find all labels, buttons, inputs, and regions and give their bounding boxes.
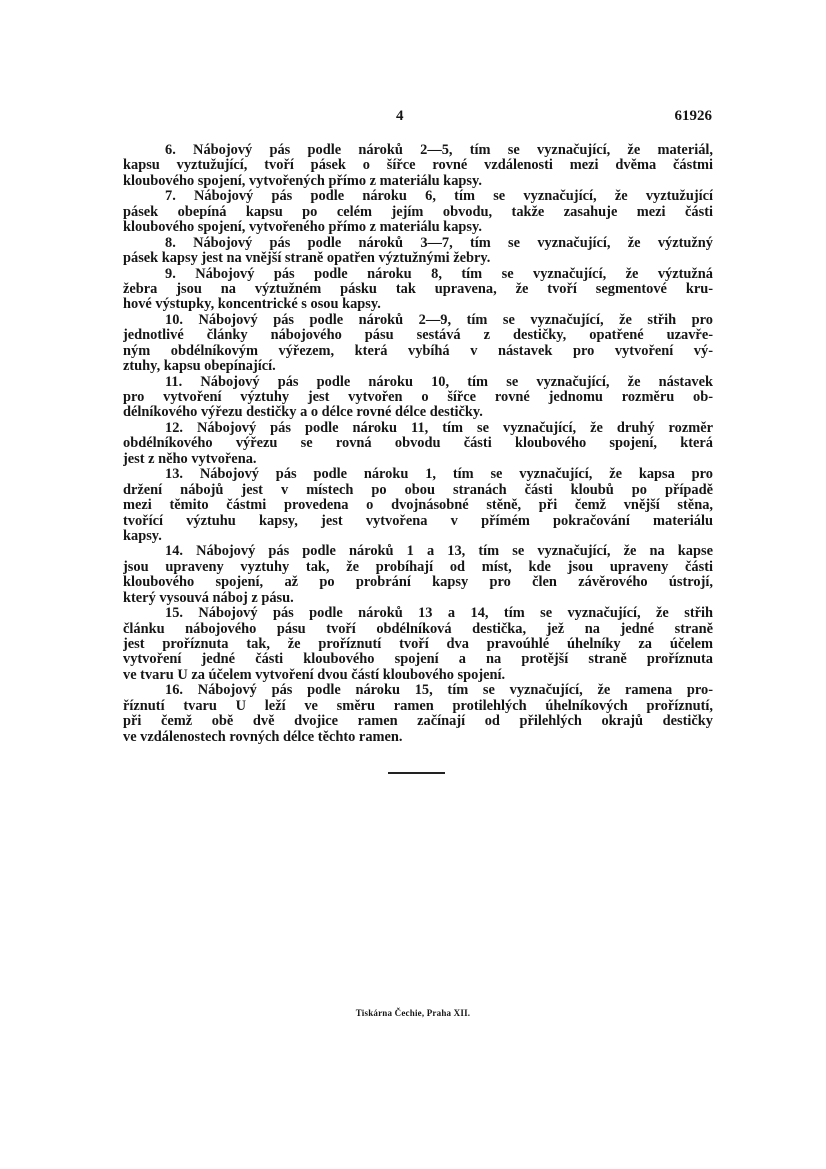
- claim-line: kapsu vyztužující, tvoří pásek o šířce rovné vzdálenosti mezi dvěma částmi: [123, 158, 713, 174]
- claim-paragraph: [123, 189, 713, 235]
- claim-line: 15. Nábojový pás podle nároků 13 a 14, tím se vyznačující, že střih: [165, 606, 713, 622]
- claim-line: pásek kapsy jest na vnější straně opatřen výztužnými žebry.: [123, 251, 491, 267]
- claim-paragraph: [123, 421, 713, 467]
- claim-line: při čemž obě dvě dvojice ramen začínají od přilehlých okrajů destičky: [123, 714, 713, 730]
- page-number: 4: [396, 108, 404, 124]
- claim-line: 6. Nábojový pás podle nároků 2—5, tím se vyznačující, že materiál,: [165, 143, 713, 158]
- claim-paragraph: [123, 267, 713, 313]
- claim-line: 16. Nábojový pás podle nároku 15, tím se vyznačující, že ramena pro-: [165, 683, 713, 699]
- document-number: 61926: [674, 108, 712, 124]
- claim-paragraph: [123, 467, 713, 544]
- claim-line: ve tvaru U za účelem vytvoření dvou částí kloubového spojení.: [123, 667, 506, 683]
- claim-line: ztuhy, kapsu obepínající.: [123, 359, 276, 375]
- claim-line: 14. Nábojový pás podle nároků 1 a 13, tím se vyznačující, že na kapse: [165, 544, 713, 560]
- claim-line: žebra jsou na výztužném pásku tak upravena, že tvoří segmentové kru-: [123, 281, 713, 297]
- claim-line: článku nábojového pásu tvoří obdélníková destička, jež na jedné straně: [123, 621, 713, 637]
- claim-line: 13. Nábojový pás podle nároku 1, tím se vyznačující, že kapsa pro: [165, 467, 713, 483]
- claim-line: 12. Nábojový pás podle nároku 11, tím se vyznačující, že druhý rozměr: [165, 420, 713, 436]
- claim-line: říznutí tvaru U leží ve směru ramen protilehlých úhelníkových proříznutí,: [123, 698, 713, 714]
- claim-paragraph: [123, 375, 713, 421]
- claim-line: ným obdélníkovým výřezem, která vybíhá v nástavek pro vytvoření vý-: [123, 343, 713, 359]
- claim-paragraph: [123, 313, 713, 375]
- claim-paragraph: [123, 236, 713, 267]
- claim-line: jest z něho vytvořena.: [123, 451, 257, 467]
- claim-line: 11. Nábojový pás podle nároku 10, tím se vyznačující, že nástavek: [165, 374, 713, 390]
- claim-line: kloubového spojení, vytvořených přímo z materiálu kapsy.: [123, 173, 482, 189]
- claims-body: [123, 143, 713, 745]
- claim-line: držení nábojů jest v místech po obou stranách části kloubů po případě: [123, 482, 713, 498]
- claim-paragraph: [123, 683, 713, 745]
- claim-line: ve vzdálenostech rovných délce těchto ramen.: [123, 729, 403, 745]
- claim-line: kapsy.: [123, 528, 162, 544]
- claim-line: pro vytvoření výztuhy jest vytvořen o šířce rovné jednomu rozměru ob-: [123, 390, 713, 405]
- claim-line: jednotlivé články nábojového pásu sestává z destičky, opatřené uzavře-: [123, 328, 713, 344]
- claim-paragraph: [123, 606, 713, 683]
- claim-line: délníkového výřezu destičky a o délce rovné délce destičky.: [123, 405, 483, 421]
- claim-line: který vysouvá náboj z pásu.: [123, 590, 294, 606]
- claim-line: mezi těmito částmi provedena o dvojnásobné stěně, při čemž vnější stěna,: [123, 498, 713, 514]
- claim-line: 9. Nábojový pás podle nároku 8, tím se vyznačující, že výztužná: [165, 266, 713, 282]
- end-rule-divider: [388, 772, 445, 774]
- claim-line: 10. Nábojový pás podle nároků 2—9, tím se vyznačující, že střih pro: [165, 312, 713, 328]
- claim-line: jsou upraveny vyztuhy tak, že probíhají od míst, kde jsou upraveny části: [123, 559, 713, 575]
- claim-line: tvořící výztuhu kapsy, jest vytvořena v přímém pokračování materiálu: [123, 513, 713, 529]
- claim-paragraph: [123, 544, 713, 606]
- claim-line: jest proříznuta tak, že proříznutí tvoří dva pravoúhlé úhelníky za účelem: [123, 637, 713, 652]
- printer-footer: Tiskárna Čechie, Praha XII.: [355, 1008, 471, 1018]
- claim-line: pásek obepíná kapsu po celém jejím obvodu, takže zasahuje mezi části: [123, 204, 713, 220]
- claim-paragraph: [123, 143, 713, 189]
- claim-line: kloubového spojení, vytvořeného přímo z materiálu kapsy.: [123, 220, 482, 236]
- claim-line: kloubového spojení, až po probrání kapsy pro člen závěrového ústrojí,: [123, 575, 713, 591]
- claim-line: 7. Nábojový pás podle nároku 6, tím se vyznačující, že vyztužující: [165, 189, 713, 205]
- claim-line: hové výstupky, koncentrické s osou kapsy.: [123, 297, 381, 313]
- claim-line: obdélníkového výřezu se rovná obvodu části kloubového spojení, která: [123, 436, 713, 452]
- claim-line: vytvoření jedné části kloubového spojení a na protější straně proříznuta: [123, 652, 713, 668]
- claim-line: 8. Nábojový pás podle nároků 3—7, tím se vyznačující, že výztužný: [165, 235, 713, 251]
